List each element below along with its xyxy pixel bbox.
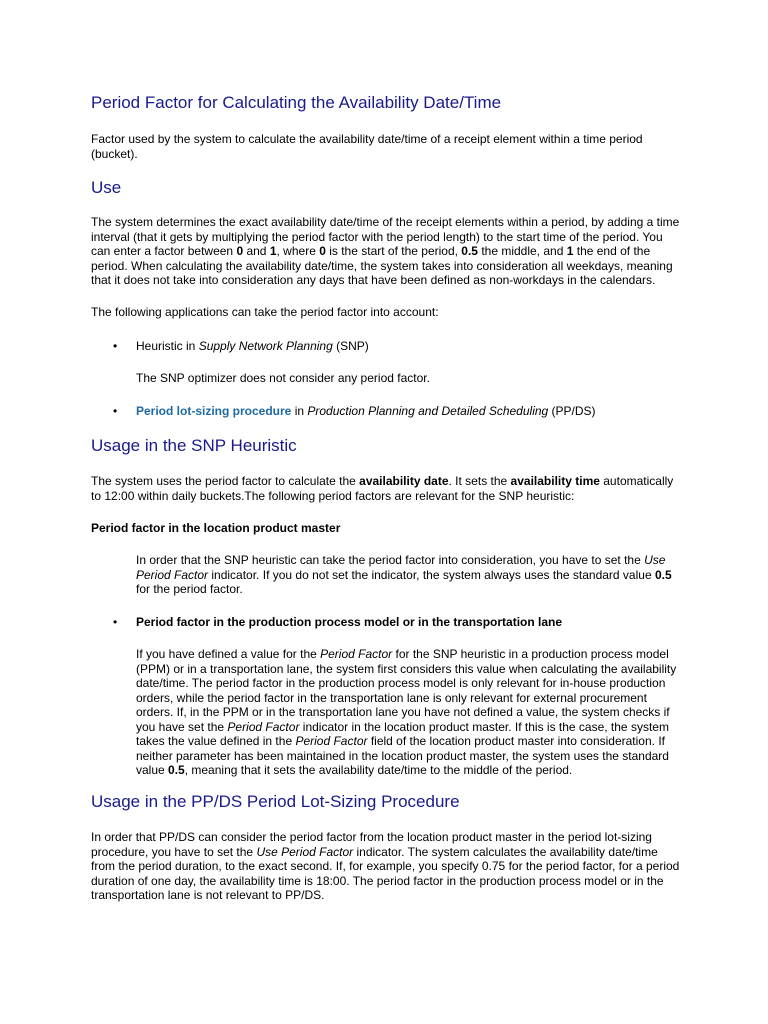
text-line: duration of one day, the availability time is 18:00. The period factor in the production process model or in the [91, 873, 664, 888]
text: If you have defined a value for the [136, 647, 321, 661]
italic-term: Use [644, 553, 666, 567]
text-line [136, 553, 672, 568]
bold-value: 1 [269, 244, 277, 258]
snp-line [91, 474, 673, 489]
use-line: interval (that it gets by multiplying the period factor with the period length) to the start time of the period. You [91, 229, 663, 244]
text-line [136, 720, 676, 735]
section-heading-ppds: Usage in the PP/DS Period Lot-Sizing Procedure [91, 792, 460, 811]
intro-line: (bucket). [91, 146, 138, 161]
subheading-ppm-lane: Period factor in the production process model or in the transportation lane [136, 615, 563, 629]
italic-term: Period Factor [295, 734, 368, 748]
bold-term: availability time [510, 474, 600, 488]
italic-term: Period Factor [136, 567, 209, 582]
text: can enter a factor between [91, 244, 237, 258]
snp-paragraph [91, 474, 673, 503]
text: the end of the [573, 244, 651, 258]
ppds-paragraph [91, 830, 679, 903]
text: is the start of the period, [325, 244, 462, 258]
text: procedure, you have to set the [91, 844, 257, 859]
section-heading-snp: Usage in the SNP Heuristic [91, 436, 297, 455]
location-product-paragraph [136, 553, 672, 597]
snp-line: to 12:00 within daily buckets.The following period factors are relevant for the SNP heuristic: [91, 488, 575, 503]
text-line [136, 734, 676, 749]
text: indicator. If you do not set the indicator, the system always uses the standard value [208, 567, 655, 582]
bullet-item-ppds [136, 404, 596, 419]
ppm-lane-paragraph [136, 647, 676, 778]
text: for the SNP heuristic in a production process model [392, 647, 669, 661]
text-line [136, 763, 676, 778]
text: The system uses the period factor to calculate the [91, 474, 360, 488]
text-line: date/time. The period factor in the production process model is only relevant for in-house production [136, 676, 666, 690]
text: . It sets the [448, 474, 511, 488]
use-line: period. When calculating the availability date/time, the system takes into consideration all weekdays, meaning [91, 258, 673, 273]
section-heading-use: Use [91, 178, 122, 197]
text: , where [276, 244, 320, 258]
use-line: that it does not take into consideration any days that have been defined as non-workdays in the calendars. [91, 273, 656, 287]
bold-value: 0 [319, 244, 326, 258]
text: indicator. The system calculates the availability date/time [353, 844, 658, 859]
period-lot-sizing-link[interactable]: Period lot-sizing procedure [136, 404, 292, 418]
use-line [91, 244, 679, 259]
bold-value: 0.5 [461, 244, 478, 258]
text: Heuristic in [136, 339, 199, 353]
text-line: from the period duration, to the exact second. If, for example, you specify 0.75 for the period factor, for a period [91, 859, 680, 873]
text: field of the location product master into consideration. If [367, 734, 665, 748]
italic-term: Use Period Factor [256, 844, 354, 859]
text-line [91, 845, 679, 860]
bullet-glyph: • [113, 339, 118, 353]
intro-line: Factor used by the system to calculate the availability date/time of a receipt element within a time period [91, 132, 643, 146]
text: takes the value defined in the [136, 734, 296, 748]
text: in [291, 404, 308, 418]
bold-value: 1 [566, 244, 574, 258]
text-line: (PPM) or in a transportation lane, the system first considers this value when calculating the availability [136, 661, 677, 676]
text-line: orders. If, in the PPM or in the transportation lane you have not defined a value, the system checks if [136, 705, 670, 719]
bold-value: 0 [236, 244, 244, 258]
bold-term: availability date [359, 474, 449, 488]
text: indicator in the location product master. If this is the case, the system [299, 719, 669, 734]
text: you have set the [136, 719, 228, 734]
text: , meaning that it sets the availability date/time to the middle of the period. [184, 763, 573, 777]
bullet-glyph: • [113, 404, 118, 418]
text: automatically [599, 474, 674, 488]
text: (PP/DS) [548, 404, 596, 418]
italic-term: Period Factor [320, 647, 393, 661]
use-line: The system determines the exact availability date/time of the receipt elements within a period, by adding a time [91, 215, 680, 229]
text: In order that the SNP heuristic can take the period factor into consideration, you have to set the [136, 553, 645, 567]
italic-term: Production Planning and Detailed Scheduling [307, 404, 549, 418]
bullet-glyph: • [113, 615, 118, 629]
text-line [136, 647, 676, 662]
page-title: Period Factor for Calculating the Availability Date/Time [91, 93, 502, 112]
bold-value: 0.5 [654, 567, 672, 582]
bullet-note: The SNP optimizer does not consider any period factor. [136, 371, 430, 385]
text-line [136, 568, 672, 583]
text: (SNP) [332, 339, 369, 353]
text-line: transportation lane is not relevant to PP/DS. [91, 888, 325, 902]
text: the middle, and [477, 244, 567, 258]
use-paragraph [91, 215, 679, 288]
italic-term: Period Factor [227, 719, 300, 734]
text-line: for the period factor. [136, 582, 243, 596]
text-line: neither parameter has been maintained in the location product master, the system uses the standard [136, 748, 669, 763]
bullet-item-snp [136, 339, 369, 354]
applications-intro: The following applications can take the period factor into account: [91, 305, 439, 319]
italic-term: Supply Network Planning [198, 339, 333, 353]
bold-value: 0.5 [168, 763, 185, 777]
text: and [243, 244, 270, 258]
text-line: orders, while the period factor in the transportation lane is only relevant for external procurement [136, 690, 647, 705]
text-line: In order that PP/DS can consider the period factor from the location product master in the period lot-sizing [91, 830, 652, 844]
intro-paragraph [91, 132, 643, 161]
subheading-location-product: Period factor in the location product master [91, 521, 341, 535]
text: value [136, 763, 169, 777]
